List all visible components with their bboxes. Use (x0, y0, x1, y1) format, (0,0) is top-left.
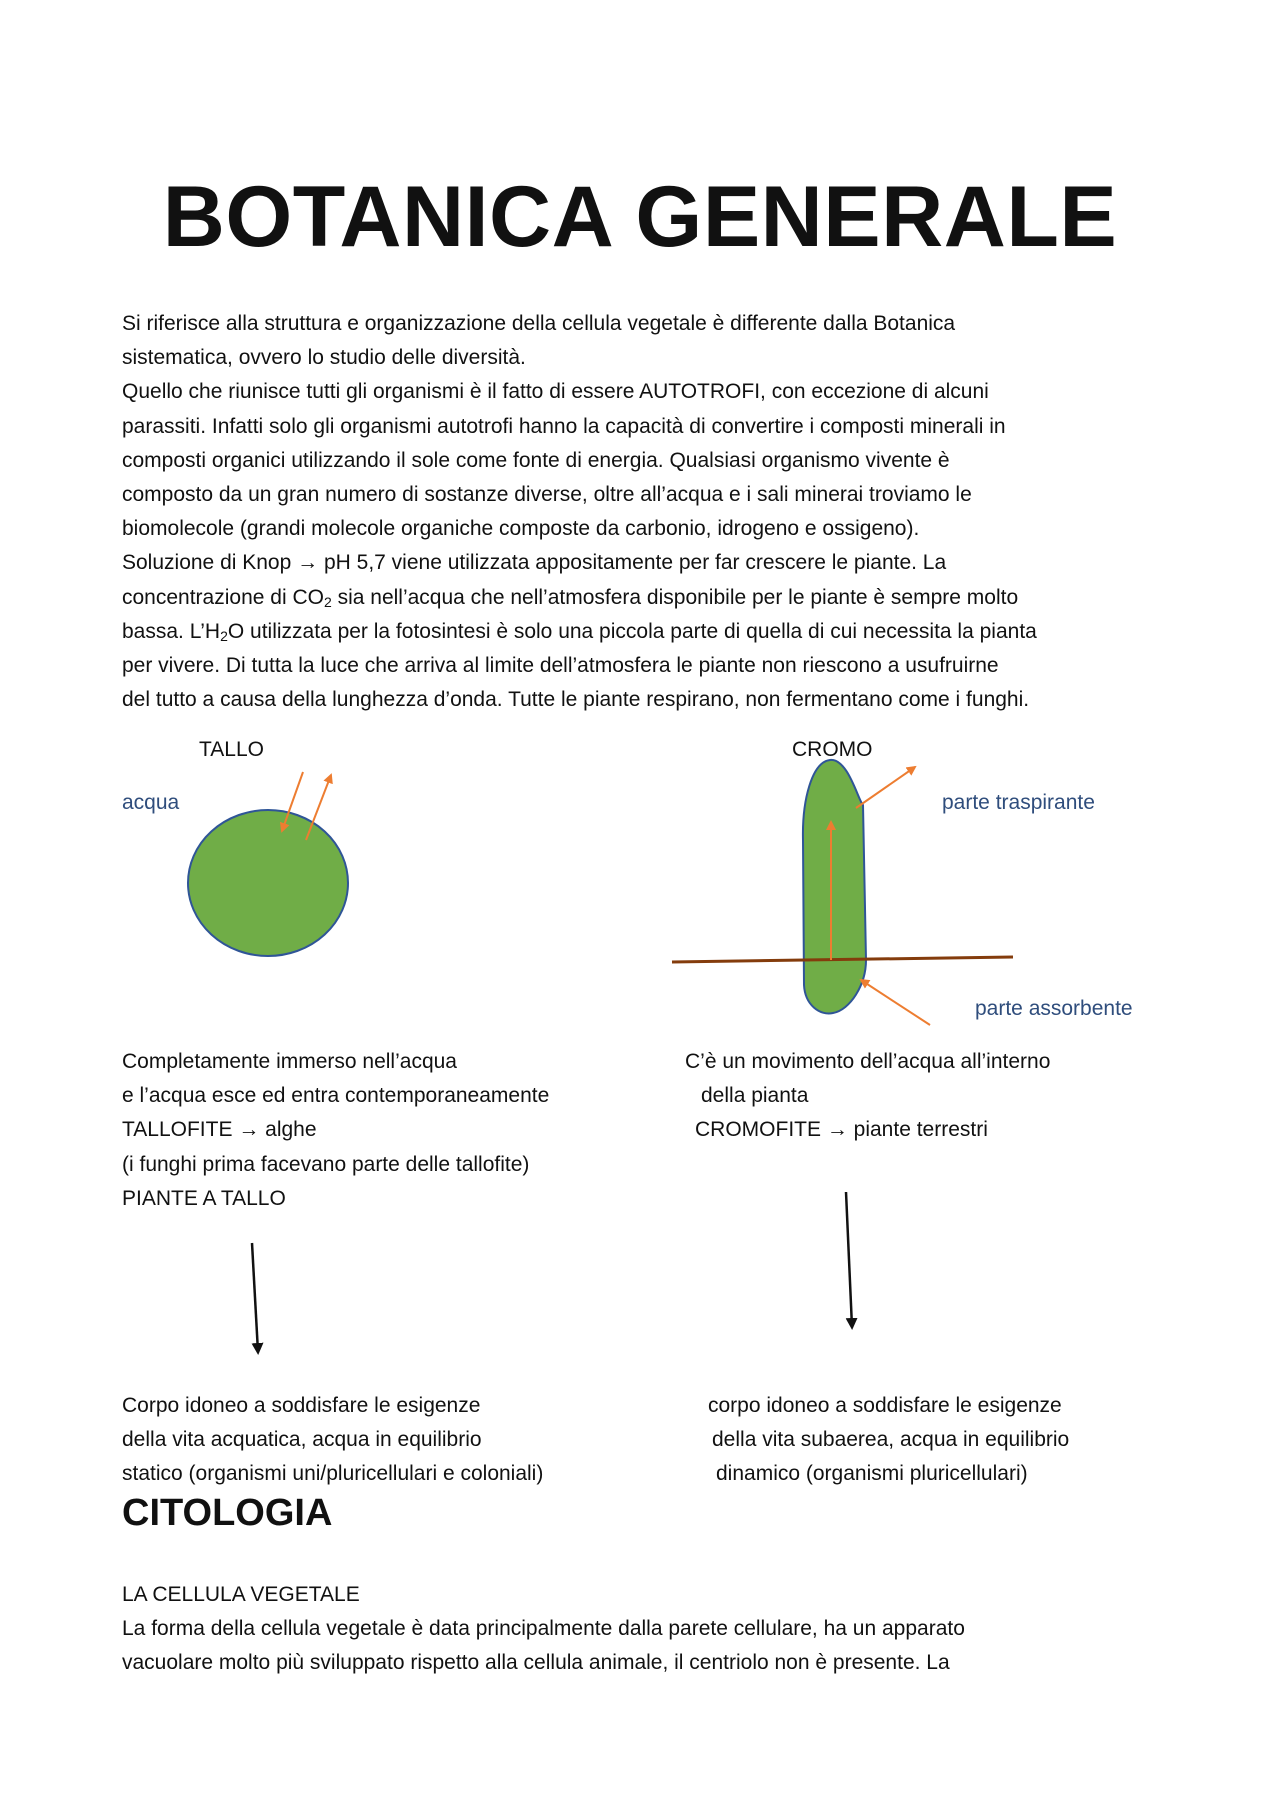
citologia-line: La forma della cellula vegetale è data principalmente dalla parete cellulare, ha un apparato (122, 1617, 965, 1641)
acqua-label: acqua (122, 791, 180, 814)
intro-line: biomolecole (grandi molecole organiche composte da carbonio, idrogeno e ossigeno). (122, 517, 920, 541)
citologia-subheading: LA CELLULA VEGETALE (122, 1583, 360, 1606)
cromofite-line: CROMOFITE → piante terrestri (695, 1118, 988, 1142)
intro-line: composto da un gran numero di sostanze diverse, oltre all’acqua e i sali minerai troviamo le (122, 483, 972, 507)
intro-line: Quello che riunisce tutti gli organismi è il fatto di essere AUTOTROFI, con eccezione di alcuni (122, 380, 989, 404)
citologia-line: vacuolare molto più sviluppato rispetto alla cellula animale, il centriolo non è presente. La (122, 1651, 950, 1675)
h2o-line: bassa. $L’H_2O$ utilizzata per la fotosintesi è solo una piccola parte di quella di cui necessita la pianta (122, 619, 1037, 644)
desc-line: PIANTE A TALLO (122, 1186, 286, 1210)
desc-line: della pianta (701, 1084, 809, 1108)
cormus-shape (803, 760, 866, 1014)
intro-line: Si riferisce alla struttura e organizzazione della cellula vegetale è differente dalla Botanica (122, 312, 956, 335)
cromo-description (685, 1045, 1050, 1148)
intro-line: del tutto a causa della lunghezza d’onda. Tutte le piante respirano, non fermentano come i funghi. (122, 688, 1030, 712)
result-line: corpo idoneo a soddisfare le esigenze (708, 1394, 1062, 1417)
absorption-arrow (861, 980, 930, 1025)
intro-line: parassiti. Infatti solo gli organismi autotrofi hanno la capacità di convertire i composti minerali in (122, 414, 1006, 438)
down-arrow-right (846, 1192, 852, 1327)
right-arrow-icon: → (238, 1118, 260, 1142)
tallofite-line: TALLOFITE → alghe (122, 1118, 317, 1142)
intro-line: composti organici utilizzando il sole come fonte di energia. Qualsiasi organismo vivente è (122, 448, 950, 472)
tallo-label: TALLO (199, 738, 264, 761)
intro-line: per vivere. Di tutta la luce che arriva al limite dell’atmosfera le piante non riescono a usufruirne (122, 654, 999, 678)
desc-line: Completamente immerso nell’acqua (122, 1050, 457, 1073)
citologia-heading: CITOLOGIA (122, 1492, 333, 1534)
thallus-shape (188, 810, 348, 956)
knop-line: Soluzione di Knop → pH 5,7 viene utilizzata appositamente per far crescere le piante. La (122, 551, 947, 575)
desc-line: C’è un movimento dell’acqua all’interno (685, 1050, 1051, 1073)
result-line: statico (organismi uni/pluricellulari e coloniali) (122, 1462, 544, 1486)
parte-traspirante-label: parte traspirante (942, 791, 1095, 814)
page-title: BOTANICA GENERALE (162, 169, 1118, 265)
desc-line: (i funghi prima facevano parte delle tallofite) (122, 1152, 530, 1176)
cromo-label: CROMO (792, 738, 873, 761)
cromo-result (708, 1389, 1069, 1492)
right-arrow-icon: → (826, 1118, 848, 1142)
desc-line: e l’acqua esce ed entra contemporaneamente (122, 1084, 550, 1108)
right-arrow-icon: → (297, 551, 319, 575)
down-arrow-left (252, 1243, 258, 1352)
parte-assorbente-label: parte assorbente (975, 997, 1133, 1020)
result-line: dinamico (organismi pluricellulari) (716, 1462, 1028, 1486)
tallo-result (122, 1389, 543, 1492)
citologia-body (122, 1578, 1182, 1681)
result-line: della vita subaerea, acqua in equilibrio (712, 1428, 1070, 1452)
transpiration-arrow (856, 767, 915, 808)
co2-line: concentrazione di $CO_2$ sia nell’acqua che nell’atmosfera disponibile per le piante è sempre molto (122, 585, 1019, 610)
tallo-description (122, 1045, 549, 1216)
intro-line: sistematica, ovvero lo studio delle diversità. (122, 346, 526, 370)
result-line: Corpo idoneo a soddisfare le esigenze (122, 1394, 481, 1417)
result-line: della vita acquatica, acqua in equilibrio (122, 1428, 482, 1452)
